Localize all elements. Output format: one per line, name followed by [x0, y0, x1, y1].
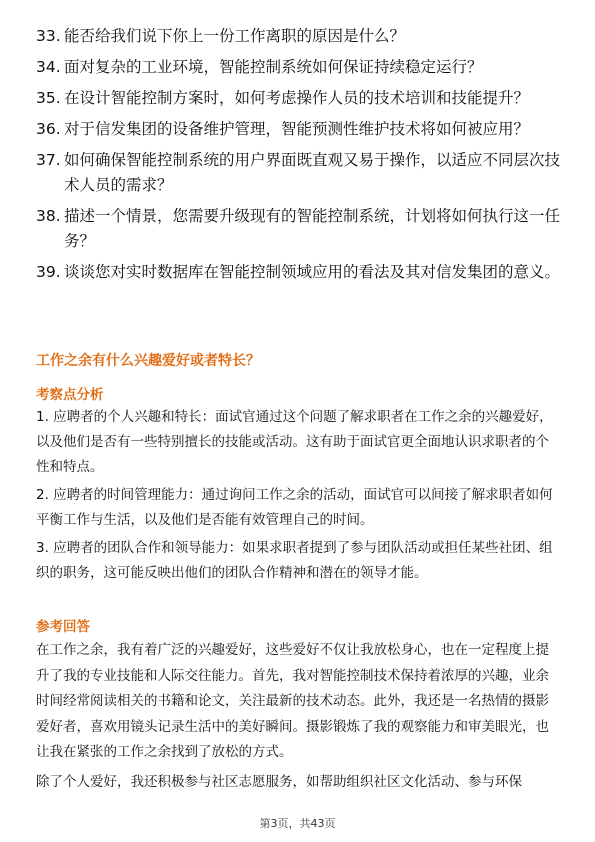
question-text: 如何确保智能控制系统的用户界面既直观又易于操作，以适应不同层次技术人员的需求？ [64, 151, 561, 194]
question-text: 谈谈您对实时数据库在智能控制领域应用的看法及其对信发集团的意义。 [64, 263, 561, 281]
question-item [36, 24, 562, 49]
question-item [36, 117, 562, 142]
analysis-item: 2. 应聘者的时间管理能力：通过询问工作之余的活动，面试官可以间接了解求职者如何平衡工作与生活，以及他们是否能有效管理自己的时间。 [36, 487, 553, 528]
question-number: 36. [36, 120, 61, 138]
question-item [36, 86, 562, 111]
question-item [36, 148, 562, 198]
question-text: 能否给我们说下你上一份工作离职的原因是什么？ [64, 27, 406, 45]
question-text: 在设计智能控制方案时，如何考虑操作人员的技术培训和技能提升？ [64, 89, 530, 107]
page-footer: 第3页，共43页 [259, 817, 336, 830]
question-number: 34. [36, 58, 61, 76]
question-text: 面对复杂的工业环境，智能控制系统如何保证持续稳定运行？ [64, 58, 483, 76]
answer-body [36, 638, 560, 799]
question-number: 38. [36, 207, 61, 225]
question-list [36, 24, 562, 291]
question-number: 39. [36, 263, 61, 281]
section-title: 工作之余有什么兴趣爱好或者特长？ [36, 353, 260, 369]
analysis-item: 1. 应聘者的个人兴趣和特长：面试官通过这个问题了解求职者在工作之余的兴趣爱好，以及他们是否有一些特别擅长的技能或活动。这有助于面试官更全面地认识求职者的个性和特点。 [36, 409, 553, 475]
question-number: 33. [36, 27, 61, 45]
answer-paragraph: 除了个人爱好，我还积极参与社区志愿服务，如帮助组织社区文化活动、参与环保 [36, 773, 522, 790]
analysis-heading: 考察点分析 [36, 387, 104, 403]
analysis-list [36, 405, 560, 589]
question-text: 描述一个情景，您需要升级现有的智能控制系统，计划将如何执行这一任务？ [64, 207, 561, 250]
question-text: 对于信发集团的设备维护管理，智能预测性维护技术将如何被应用？ [64, 120, 530, 138]
answer-paragraph: 在工作之余，我有着广泛的兴趣爱好，这些爱好不仅让我放松身心，也在一定程度上提升了我的专业技能和人际交往能力。首先，我对智能控制技术保持着浓厚的兴趣，业余时间经常阅读相关的书籍和论文，关注最新的技术动态。此外，我还是一名热情的摄影爱好者，喜欢用镜头记录生活中的美好瞬间。摄影锻炼了我的观察能力和审美眼光，也让我在紧张的工作之余找到了放松的方式。 [36, 642, 549, 760]
question-number: 35. [36, 89, 61, 107]
analysis-item: 3. 应聘者的团队合作和领导能力：如果求职者提到了参与团队活动或担任某些社团、组织的职务，这可能反映出他们的团队合作精神和潜在的领导才能。 [36, 540, 553, 581]
question-number: 37. [36, 151, 61, 169]
question-item [36, 204, 562, 254]
answer-heading: 参考回答 [36, 619, 90, 635]
question-item [36, 260, 562, 285]
question-item [36, 55, 562, 80]
